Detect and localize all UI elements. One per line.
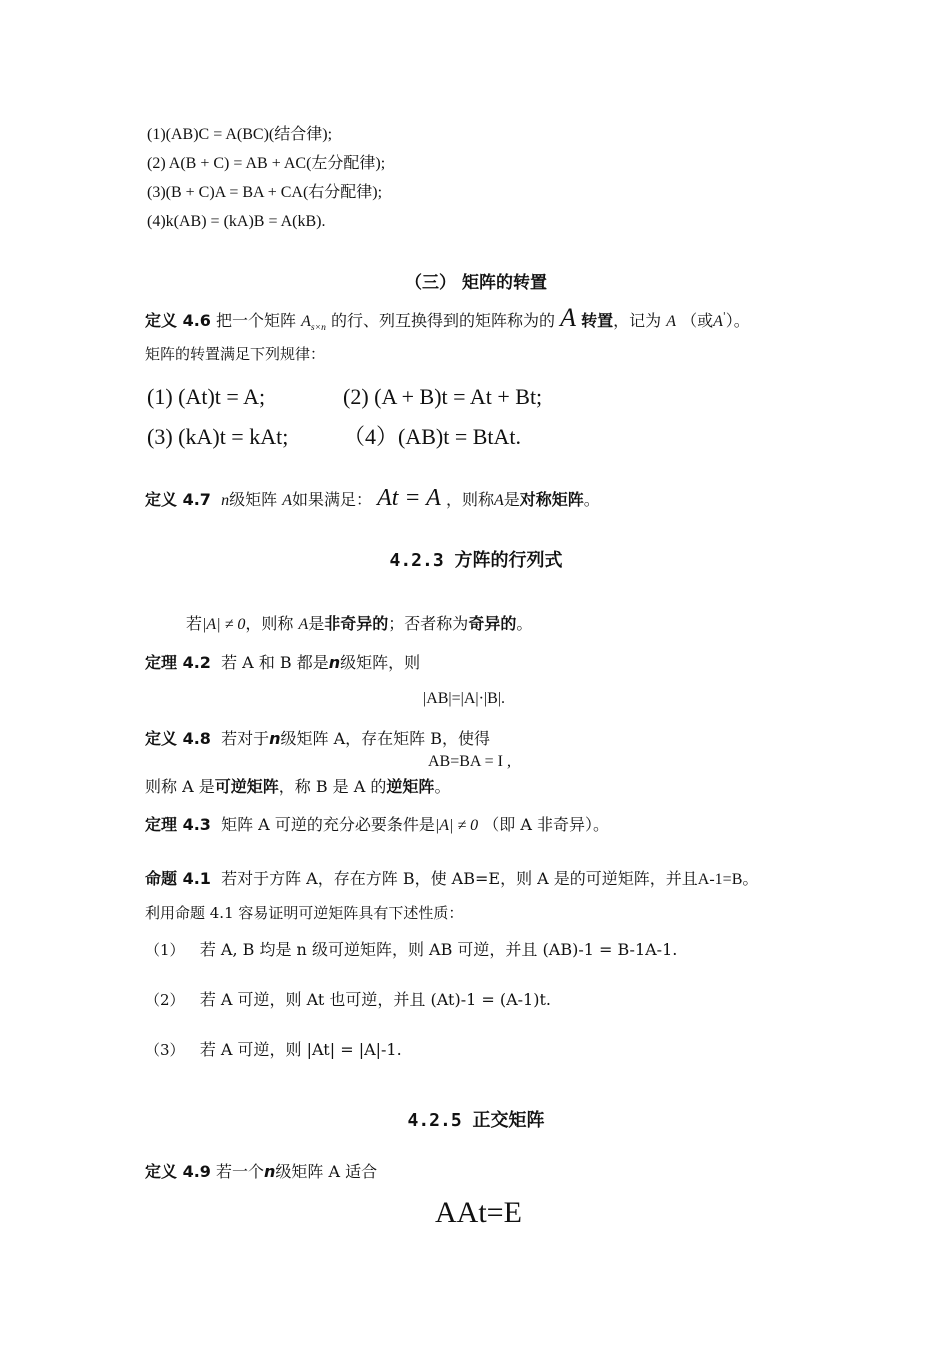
def46-alt: A [713, 313, 723, 330]
def47-label: 定义 4.7 [145, 490, 211, 509]
theorem-4-3 [145, 815, 609, 836]
def47-a2: A [493, 492, 504, 509]
thm42-text2: 级矩阵，则 [340, 653, 421, 672]
def47-end: 。 [583, 490, 600, 509]
thm42-label: 定理 4.2 [145, 653, 211, 672]
def46-big-a: A [560, 303, 577, 332]
def46-text2: 的行、列互换得到的矩阵称为的 [331, 311, 556, 330]
def47-text2: 如果满足： [291, 490, 372, 509]
thm43-text: 矩阵 A 可逆的充分必要条件是 [221, 815, 435, 834]
def48-term1: 可逆矩阵 [214, 777, 279, 796]
def48-text: 若对于 [221, 729, 270, 748]
property-1 [145, 940, 677, 960]
def47-text4: 是 [503, 490, 520, 509]
def46-label: 定义 4.6 [145, 311, 211, 330]
def49-text2: 级矩阵 A 适合 [275, 1162, 378, 1181]
def49-text: 若一个 [216, 1162, 265, 1181]
def49-n: n [264, 1162, 276, 1181]
def47-term: 对称矩阵 [519, 490, 584, 509]
def48-term2: 逆矩阵 [386, 777, 435, 796]
def47-n: n [221, 492, 230, 509]
singular-cond: |A| ≠ 0 [202, 616, 246, 633]
singular-term1: 非奇异的 [324, 614, 389, 633]
definition-4-8 [145, 729, 490, 749]
def47-text3: ，则称 [445, 490, 494, 509]
law-1: (1)(AB)C = A(BC)(结合律); [147, 126, 333, 143]
def47-a: A [282, 492, 292, 509]
transpose-law-2: (2) (A + B)t = At + Bt; [343, 384, 543, 409]
def48-formula: AB=BA = I , [428, 753, 511, 770]
def46-text3: ，记为 [613, 311, 662, 330]
transpose-heading: （三） 矩阵的转置 [405, 273, 547, 293]
thm42-formula: |AB|=|A|·|B|. [423, 690, 506, 707]
def48-l3a: 则称 A 是 [145, 777, 215, 796]
law-3: (3)(B + C)A = BA + CA(右分配律); [147, 184, 383, 201]
singular-term2: 奇异的 [468, 614, 517, 633]
prop41-end: 。 [742, 869, 759, 888]
property-3-text: 若 A 可逆，则 |At| = |A|-1. [199, 1040, 402, 1059]
singular-is: 是 [308, 614, 325, 633]
prop41-inv: A-1=B [697, 871, 743, 888]
def48-l3b: ，称 B 是 A 的 [278, 777, 387, 796]
def48-label: 定义 4.8 [145, 729, 211, 748]
definition-4-7 [145, 485, 600, 514]
def46-matrix: A [301, 313, 311, 330]
singular-pre: 若 [186, 614, 203, 633]
def48-n: n [269, 729, 281, 748]
law-2: (2) A(B + C) = AB + AC(左分配律); [147, 155, 386, 172]
def47-eq: At = A [377, 485, 441, 511]
proposition-4-1 [145, 869, 758, 890]
def46-term: 转置 [581, 311, 614, 330]
orthogonal-heading: 4.2.5 正交矩阵 [407, 1110, 545, 1131]
theorem-4-2 [145, 653, 420, 673]
property-2-text: 若 A 可逆，则 At 也可逆，并且 (At)-1 = (A-1)t. [199, 990, 551, 1009]
singular-mid: ，则称 [245, 614, 294, 633]
transpose-law-1: (1) (At)t = A; [147, 384, 266, 409]
singular-mid2: ；否者称为 [388, 614, 469, 633]
def46-sub: s×n [310, 322, 326, 334]
property-1-num: （1） [145, 941, 185, 959]
transpose-law-4: （4）(AB)t = BtAt. [343, 424, 522, 449]
thm43-label: 定理 4.3 [145, 815, 211, 834]
def46-text1: 把一个矩阵 [216, 311, 297, 330]
law-4: (4)k(AB) = (kA)B = A(kB). [147, 213, 326, 230]
def46-text5: ）。 [725, 311, 750, 330]
property-2 [145, 990, 551, 1010]
property-3-num: （3） [145, 1041, 185, 1059]
prop41-text: 若对于方阵 A，存在方阵 B，使 AB=E，则 A 是的可逆矩阵，并且 [221, 869, 698, 888]
thm42-n: n [328, 653, 341, 672]
def48-text2: 级矩阵 A，存在矩阵 B，使得 [280, 729, 490, 748]
def49-formula: AAt=E [435, 1196, 522, 1229]
transpose-law-3: (3) (kA)t = kAt; [147, 424, 289, 449]
singular-a: A [298, 616, 309, 633]
property-1-text: 若 A, B 均是 n 级可逆矩阵，则 AB 可逆，并且 (AB)-1 = B-1A-1. [199, 940, 678, 959]
thm43-cond: |A| ≠ 0 [434, 817, 479, 834]
definition-4-6: 定义 4.6 把一个矩阵 $A_{s\times n}$ 的行、列互换得到的矩阵称为的 A 转置，记为 A （或A'）。 [145, 303, 750, 334]
transpose-intro: 矩阵的转置满足下列规律： [145, 345, 326, 363]
def46-notation: A [666, 313, 677, 330]
property-2-num: （2） [145, 991, 185, 1009]
singular-end: 。 [516, 614, 533, 633]
def48-l3c: 。 [434, 777, 451, 796]
definition-4-9 [145, 1162, 377, 1182]
thm43-end: （即 A 非奇异）。 [483, 815, 610, 834]
def49-label: 定义 4.9 [145, 1162, 211, 1181]
determinant-heading: 4.2.3 方阵的行列式 [389, 550, 563, 571]
prop41-label: 命题 4.1 [145, 869, 211, 888]
prop-intro: 利用命题 4.1 容易证明可逆矩阵具有下述性质： [145, 904, 464, 922]
def47-text1: 级矩阵 [229, 490, 278, 509]
singular-definition [186, 614, 532, 635]
def48-conclusion [145, 777, 450, 797]
def46-text4: （或 [681, 311, 714, 330]
property-3 [145, 1040, 402, 1060]
thm42-text: 若 A 和 B 都是 [221, 653, 329, 672]
